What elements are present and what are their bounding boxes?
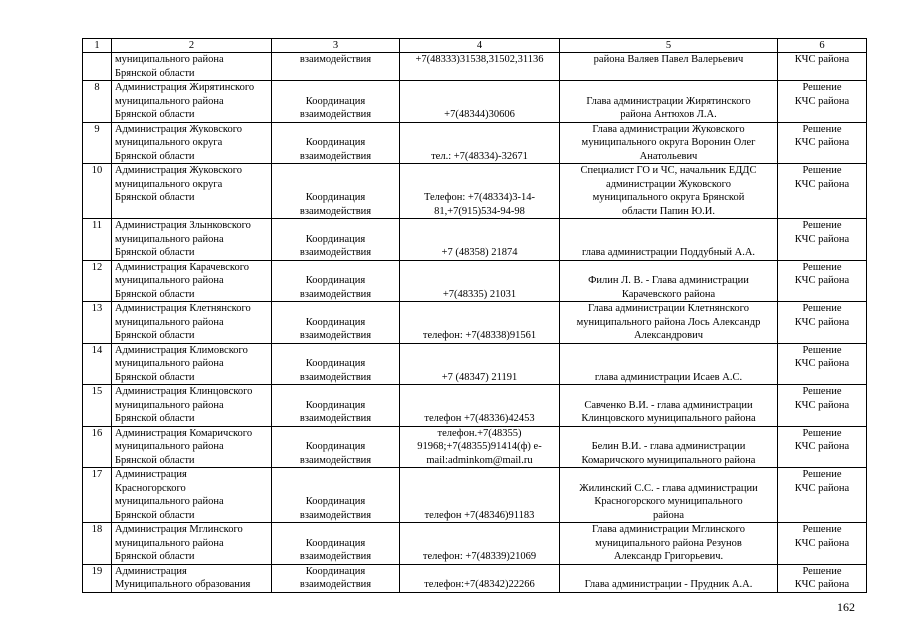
cell-text-line: Жилинский С.С. - глава администрации	[579, 482, 758, 494]
phone-cell	[400, 564, 560, 592]
official-cell	[560, 343, 778, 385]
cell-text-line: Решение	[802, 344, 842, 356]
cell-text-line: взаимодействия	[299, 454, 372, 466]
interaction-type-cell	[272, 385, 400, 427]
interaction-type-cell	[272, 564, 400, 592]
cell-text-line: муниципального округа Воронин Олег	[581, 137, 756, 148]
cell-text-line: КЧС района	[794, 482, 850, 494]
decision-cell	[778, 219, 867, 261]
interaction-type-cell	[272, 426, 400, 468]
organization-cell	[112, 122, 272, 164]
interaction-type-cell	[272, 164, 400, 219]
cell-text-line: взаимодействия	[299, 150, 372, 162]
cell-text-line: Администрация	[115, 565, 187, 577]
cell-text-line: взаимодействия	[299, 371, 372, 383]
phone-cell	[400, 53, 560, 81]
cell-text-line: Красногорского муниципального	[594, 496, 743, 507]
cell-text-line: Красногорского	[115, 482, 186, 494]
official-cell	[560, 81, 778, 123]
cell-text-line: Решение	[802, 303, 842, 314]
cell-text-line: Брянской области	[115, 150, 195, 162]
cell-text-line: Администрация Злынковского	[115, 220, 251, 231]
interaction-type-cell	[272, 53, 400, 81]
cell-text-line: взаимодействия	[299, 54, 372, 65]
cell-text-line: Администрация Мглинского	[115, 524, 243, 535]
cell-text-line: Администрация Карачевского	[115, 261, 250, 273]
cell-text-line: Координация	[305, 399, 366, 411]
cell-text-line: +7(48344)30606	[444, 109, 515, 120]
cell-text-line: глава администрации Исаев А.С.	[594, 371, 743, 383]
interaction-type-cell	[272, 219, 400, 261]
cell-text-line: взаимодействия	[299, 413, 372, 424]
organization-cell	[112, 219, 272, 261]
cell-text-line: +7 (48347) 21191	[441, 371, 518, 383]
cell-text-line: Глава администрации Жуковского	[592, 123, 745, 135]
cell-text-line: mail:adminkom@mail.ru	[426, 454, 533, 466]
cell-text-line: Координация	[305, 441, 366, 452]
cell-text-line: глава администрации Поддубный А.А.	[581, 247, 756, 258]
cell-text-line: КЧС района	[794, 95, 850, 107]
cell-text-line: муниципального района	[115, 316, 224, 328]
districts-table	[82, 38, 867, 593]
cell-text-line: Координация	[305, 95, 366, 107]
interaction-type-cell	[272, 523, 400, 565]
phone-cell	[400, 122, 560, 164]
cell-text-line: Клинцовского муниципального района	[581, 413, 756, 424]
column-number: 4	[400, 39, 560, 53]
row-number-cell: 17	[83, 468, 112, 523]
cell-text-line: муниципального района	[115, 275, 224, 286]
cell-text-line: муниципального района	[115, 399, 224, 411]
cell-text-line: Администрация Клетнянского	[115, 303, 251, 314]
cell-text-line: Координация	[305, 358, 366, 369]
cell-text-line: Администрация Клинцовского	[115, 386, 253, 397]
cell-text-line: Решение	[802, 261, 842, 273]
cell-text-line: Администрация Комаричского	[115, 427, 253, 439]
official-cell	[560, 523, 778, 565]
cell-text-line: +7(48333)31538,31502,31136	[415, 54, 544, 65]
cell-text-line: муниципального района	[115, 496, 224, 507]
cell-text-line: муниципального района	[115, 441, 224, 452]
decision-cell	[778, 564, 867, 592]
row-number-cell: 19	[83, 564, 112, 592]
cell-text-line: КЧС района	[794, 137, 850, 148]
row-number-cell: 12	[83, 260, 112, 302]
column-number: 3	[272, 39, 400, 53]
cell-text-line: КЧС района	[794, 233, 850, 245]
cell-text-line: Координация	[305, 233, 366, 245]
cell-text-line: муниципального округа	[115, 137, 223, 148]
table-row	[83, 164, 867, 219]
table-row	[83, 385, 867, 427]
cell-text-line: муниципального района	[115, 233, 224, 245]
row-number-cell: 15	[83, 385, 112, 427]
cell-text-line: КЧС района	[794, 579, 850, 590]
cell-text-line: тел.: +7(48334)-32671	[431, 150, 528, 162]
phone-cell	[400, 260, 560, 302]
table-row	[83, 426, 867, 468]
cell-text-line: телефон:+7(48342)22266	[424, 579, 535, 590]
cell-text-line: Брянской области	[115, 247, 195, 258]
phone-cell	[400, 343, 560, 385]
decision-cell	[778, 426, 867, 468]
cell-text-line: Решение	[802, 524, 842, 535]
cell-text-line: Комаричского муниципального района	[581, 454, 756, 466]
cell-text-line: Анатольевич	[639, 150, 698, 162]
organization-cell	[112, 385, 272, 427]
cell-text-line: муниципального округа	[115, 178, 223, 190]
table-row	[83, 53, 867, 81]
cell-text-line: Администрация Жирятинского	[115, 82, 255, 93]
official-cell	[560, 219, 778, 261]
cell-text-line: района Валяев Павел Валерьевич	[593, 54, 744, 65]
cell-text-line: администрации Жуковского	[606, 178, 731, 190]
page-number: 162	[837, 600, 855, 614]
decision-cell	[778, 385, 867, 427]
cell-text-line: Савченко В.И. - глава администрации	[584, 399, 753, 411]
official-cell	[560, 385, 778, 427]
phone-cell	[400, 523, 560, 565]
phone-cell	[400, 164, 560, 219]
decision-cell	[778, 468, 867, 523]
cell-text-line: Белин В.И. - глава администрации	[591, 441, 746, 452]
table-row	[83, 523, 867, 565]
official-cell	[560, 302, 778, 344]
official-cell	[560, 164, 778, 219]
cell-text-line: телефон: +7(48339)21069	[422, 551, 537, 562]
decision-cell	[778, 164, 867, 219]
cell-text-line: Брянской области	[115, 288, 195, 300]
table-row	[83, 260, 867, 302]
cell-text-line: муниципального района	[115, 54, 224, 65]
cell-text-line: взаимодействия	[299, 579, 372, 590]
cell-text-line: Брянской области	[115, 330, 195, 341]
phone-cell	[400, 219, 560, 261]
official-cell	[560, 468, 778, 523]
table-row	[83, 302, 867, 344]
cell-text-line: Специалист ГО и ЧС, начальник ЕДДС	[580, 165, 757, 176]
official-cell	[560, 426, 778, 468]
interaction-type-cell	[272, 343, 400, 385]
interaction-type-cell	[272, 260, 400, 302]
row-number-cell: 9	[83, 122, 112, 164]
cell-text-line: области Папин Ю.И.	[622, 205, 715, 217]
phone-cell	[400, 302, 560, 344]
table-row	[83, 343, 867, 385]
cell-text-line: Решение	[802, 220, 842, 231]
official-cell	[560, 260, 778, 302]
table-row	[83, 468, 867, 523]
cell-text-line: КЧС района	[794, 178, 850, 190]
cell-text-line: муниципального района	[115, 358, 224, 369]
cell-text-line: муниципального района Резунов	[595, 537, 742, 549]
cell-text-line: взаимодействия	[299, 205, 372, 217]
table-body	[83, 53, 867, 593]
cell-text-line: Телефон: +7(48334)3-14-	[423, 192, 536, 203]
phone-cell	[400, 385, 560, 427]
cell-text-line: муниципального округа Брянской	[592, 192, 745, 203]
cell-text-line: +7 (48358) 21874	[441, 247, 518, 258]
column-number: 6	[778, 39, 867, 53]
row-number-cell: 18	[83, 523, 112, 565]
document-page	[82, 38, 866, 593]
cell-text-line: Брянской области	[115, 509, 195, 521]
column-number: 5	[560, 39, 778, 53]
cell-text-line: КЧС района	[794, 275, 850, 286]
organization-cell	[112, 343, 272, 385]
cell-text-line: Решение	[802, 469, 842, 480]
organization-cell	[112, 164, 272, 219]
cell-text-line: муниципального района	[115, 537, 224, 549]
decision-cell	[778, 523, 867, 565]
organization-cell	[112, 468, 272, 523]
row-number-cell: 10	[83, 164, 112, 219]
decision-cell	[778, 343, 867, 385]
cell-text-line: Координация	[305, 275, 366, 286]
official-cell	[560, 122, 778, 164]
cell-text-line: КЧС района	[794, 316, 850, 328]
cell-text-line: Администрация Жуковского	[115, 165, 243, 176]
cell-text-line: Решение	[802, 565, 842, 577]
organization-cell	[112, 302, 272, 344]
cell-text-line: Александрович	[633, 330, 704, 341]
phone-cell	[400, 468, 560, 523]
cell-text-line: взаимодействия	[299, 288, 372, 300]
decision-cell	[778, 260, 867, 302]
cell-text-line: Глава администрации Мглинского	[592, 524, 745, 535]
cell-text-line: муниципального района Лось Александр	[576, 316, 761, 328]
organization-cell	[112, 260, 272, 302]
cell-text-line: Александр Григорьевич.	[613, 551, 724, 562]
cell-text-line: Администрация Жуковского	[115, 123, 243, 135]
organization-cell	[112, 564, 272, 592]
cell-text-line: Глава администрации - Прудник А.А.	[584, 579, 753, 590]
cell-text-line: КЧС района	[794, 537, 850, 549]
cell-text-line: телефон.+7(48355)	[437, 427, 522, 439]
cell-text-line: 91968;+7(48355)91414(ф) e-	[417, 441, 542, 452]
organization-cell	[112, 426, 272, 468]
cell-text-line: Брянской области	[115, 109, 195, 120]
table-row	[83, 81, 867, 123]
phone-cell	[400, 81, 560, 123]
row-number-cell: 14	[83, 343, 112, 385]
cell-text-line: Карачевского района	[621, 288, 716, 300]
cell-text-line: Координация	[305, 316, 366, 328]
decision-cell	[778, 53, 867, 81]
organization-cell	[112, 523, 272, 565]
cell-text-line: Муниципального образования	[115, 579, 251, 590]
cell-text-line: Брянской области	[115, 551, 195, 562]
cell-text-line: +7(48335) 21031	[442, 288, 517, 300]
table-row	[83, 122, 867, 164]
cell-text-line: муниципального района	[115, 95, 224, 107]
cell-text-line: Филин Л. В. - Глава администрации	[588, 275, 749, 286]
cell-text-line: Брянской области	[115, 371, 195, 383]
column-number: 2	[112, 39, 272, 53]
cell-text-line: взаимодействия	[299, 551, 372, 562]
cell-text-line: Решение	[802, 82, 842, 93]
cell-text-line: Брянской области	[115, 413, 195, 424]
cell-text-line: 81,+7(915)534-94-98	[434, 205, 525, 217]
interaction-type-cell	[272, 468, 400, 523]
cell-text-line: телефон +7(48336)42453	[424, 413, 535, 424]
cell-text-line: Глава администрации Жирятинского	[586, 95, 751, 107]
official-cell	[560, 53, 778, 81]
cell-text-line: взаимодействия	[299, 109, 372, 120]
interaction-type-cell	[272, 302, 400, 344]
cell-text-line: КЧС района	[794, 399, 850, 411]
decision-cell	[778, 122, 867, 164]
row-number-cell: 16	[83, 426, 112, 468]
cell-text-line: телефон: +7(48338)91561	[422, 330, 537, 341]
cell-text-line: Решение	[802, 427, 842, 439]
cell-text-line: Администрация	[115, 469, 187, 480]
cell-text-line: Брянской области	[115, 454, 195, 466]
interaction-type-cell	[272, 122, 400, 164]
cell-text-line: Координация	[305, 537, 366, 549]
cell-text-line: Координация	[305, 496, 366, 507]
cell-text-line: Координация	[305, 565, 366, 577]
cell-text-line: района	[652, 509, 685, 521]
cell-text-line: Решение	[802, 386, 842, 397]
cell-text-line: Координация	[305, 137, 366, 148]
cell-text-line: телефон +7(48346)91183	[424, 509, 535, 521]
cell-text-line: взаимодействия	[299, 509, 372, 521]
table-row	[83, 219, 867, 261]
cell-text-line: взаимодействия	[299, 330, 372, 341]
row-number-cell: 11	[83, 219, 112, 261]
organization-cell	[112, 81, 272, 123]
cell-text-line: КЧС района	[794, 441, 850, 452]
cell-text-line: Брянской области	[115, 67, 195, 79]
organization-cell	[112, 53, 272, 81]
cell-text-line: Брянской области	[115, 192, 195, 203]
official-cell	[560, 564, 778, 592]
cell-text-line: КЧС района	[794, 358, 850, 369]
cell-text-line: Глава администрации Клетнянского	[588, 303, 749, 314]
cell-text-line: Решение	[802, 123, 842, 135]
column-number: 1	[83, 39, 112, 53]
cell-text-line: КЧС района	[794, 54, 850, 65]
row-number-cell: 8	[83, 81, 112, 123]
table-row	[83, 564, 867, 592]
decision-cell	[778, 302, 867, 344]
cell-text-line: района Антюхов Л.А.	[620, 109, 717, 120]
decision-cell	[778, 81, 867, 123]
row-number-cell: 13	[83, 302, 112, 344]
cell-text-line: Решение	[802, 165, 842, 176]
column-number-row	[83, 39, 867, 53]
interaction-type-cell	[272, 81, 400, 123]
cell-text-line: взаимодействия	[299, 247, 372, 258]
cell-text-line: Администрация Климовского	[115, 344, 248, 356]
phone-cell	[400, 426, 560, 468]
cell-text-line: Координация	[305, 192, 366, 203]
row-number-cell	[83, 53, 112, 81]
